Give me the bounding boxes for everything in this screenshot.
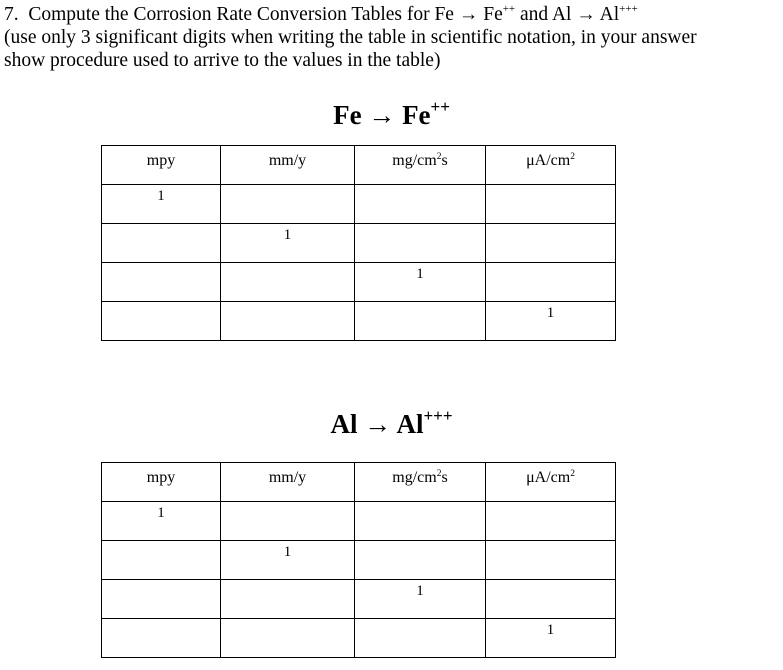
question-line-3: show procedure used to arrive to the values in the table) xyxy=(4,50,441,71)
question-text xyxy=(4,3,779,72)
table-cell xyxy=(486,580,616,619)
title-charge: +++ xyxy=(423,406,453,425)
arrow-symbol: → xyxy=(458,4,479,25)
table-cell xyxy=(355,541,486,580)
table-cell: 1 xyxy=(486,619,616,658)
table-cell xyxy=(355,185,486,224)
header-microamp-per-cm2: $\mu A/cm^2$ xyxy=(486,146,616,185)
header-mm-per-year: mm/y xyxy=(221,463,355,502)
header-mg-per-cm2-s: $mg/cm^2s$ xyxy=(355,463,486,502)
title-left: Fe xyxy=(333,100,362,130)
table-cell xyxy=(102,302,221,341)
table-cell xyxy=(486,185,616,224)
table-cell: 1 xyxy=(221,541,355,580)
al-table-title xyxy=(0,406,783,439)
table-cell xyxy=(221,302,355,341)
header-mm-per-year: mm/y xyxy=(221,146,355,185)
table-row xyxy=(102,224,616,263)
fe-table-title xyxy=(0,97,783,130)
table-row xyxy=(102,580,616,619)
fe-charge: ++ xyxy=(502,3,516,15)
al-charge: +++ xyxy=(619,3,638,15)
question-line-2: (use only 3 significant digits when writing the table in scientific notation, in your answer xyxy=(4,27,697,48)
table-row xyxy=(102,263,616,302)
table-row xyxy=(102,541,616,580)
al-symbol: Al xyxy=(599,4,620,25)
title-charge: ++ xyxy=(430,97,450,116)
question-line-1 xyxy=(4,3,779,26)
table-cell xyxy=(102,619,221,658)
title-right: Al xyxy=(396,409,424,439)
table-cell xyxy=(102,263,221,302)
title-right: Fe xyxy=(402,100,431,130)
question-number: 7. xyxy=(4,4,19,25)
al-conversion-table xyxy=(101,462,616,658)
title-arrow: → xyxy=(368,100,396,130)
table-row xyxy=(102,502,616,541)
table-cell xyxy=(102,224,221,263)
table-header-row xyxy=(102,463,616,502)
table-cell: 1 xyxy=(355,263,486,302)
fe-conversion-table xyxy=(101,145,616,341)
table-row xyxy=(102,619,616,658)
header-mpy: mpy xyxy=(102,146,221,185)
table-row xyxy=(102,302,616,341)
table-cell xyxy=(486,541,616,580)
table-cell xyxy=(355,302,486,341)
title-left: Al xyxy=(330,409,358,439)
table-cell: 1 xyxy=(102,185,221,224)
fe-symbol: Fe xyxy=(483,4,503,25)
table-cell xyxy=(221,263,355,302)
table-cell xyxy=(221,185,355,224)
table-cell xyxy=(486,224,616,263)
header-mpy: mpy xyxy=(102,463,221,502)
table-cell xyxy=(102,541,221,580)
question-intro: Compute the Corrosion Rate Conversion Tables for Fe xyxy=(28,4,454,25)
header-mg-per-cm2-s: $mg/cm^2s$ xyxy=(355,146,486,185)
table-cell xyxy=(221,619,355,658)
table-cell xyxy=(355,224,486,263)
table-cell xyxy=(486,502,616,541)
table-cell xyxy=(102,580,221,619)
and-text: and Al xyxy=(520,4,572,25)
table-cell: 1 xyxy=(355,580,486,619)
table-cell xyxy=(221,502,355,541)
table-cell xyxy=(355,502,486,541)
title-arrow: → xyxy=(364,409,392,439)
table-cell xyxy=(355,619,486,658)
header-microamp-per-cm2: $\mu A/cm^2$ xyxy=(486,463,616,502)
table-row xyxy=(102,185,616,224)
table-cell: 1 xyxy=(486,302,616,341)
table-cell xyxy=(221,580,355,619)
arrow-symbol: → xyxy=(576,4,596,25)
table-cell: 1 xyxy=(102,502,221,541)
table-cell: 1 xyxy=(221,224,355,263)
table-cell xyxy=(486,263,616,302)
table-header-row xyxy=(102,146,616,185)
